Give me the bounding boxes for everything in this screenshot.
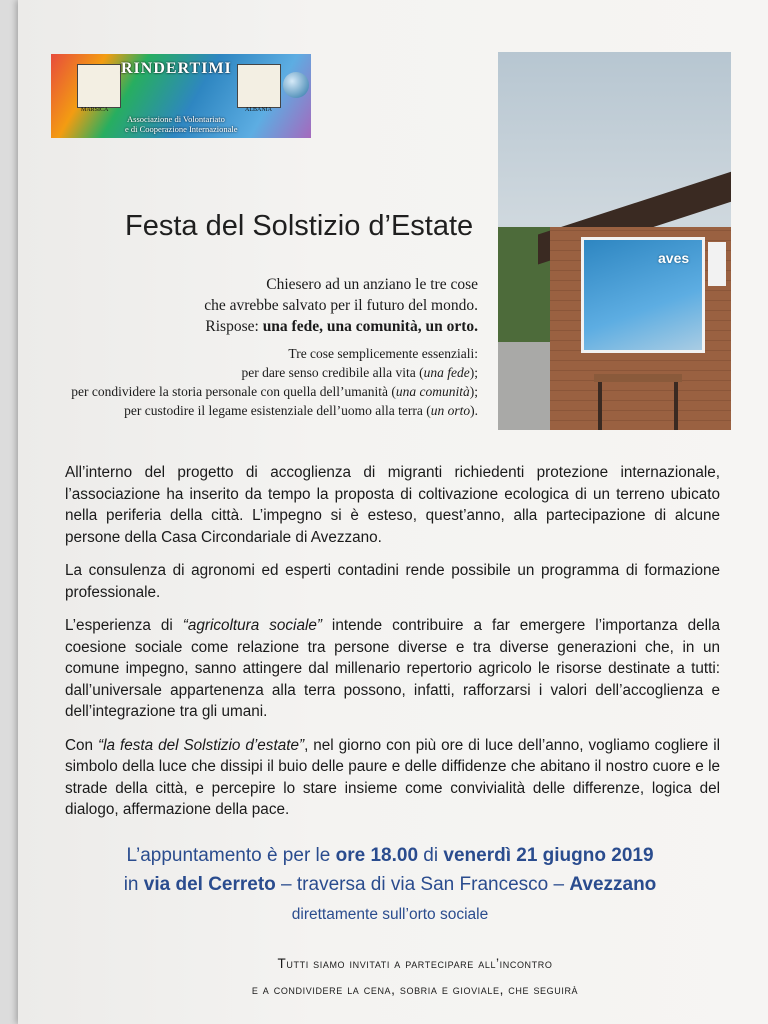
essentials-line xyxy=(38,382,478,401)
essentials-text: per custodire il legame esistenziale dell’uomo alla terra ( xyxy=(124,403,431,418)
page-title: Festa del Solstizio d’Estate xyxy=(125,210,474,242)
invite-line: e a condividere la cena, sobria e gioviale, che seguirà xyxy=(251,982,579,997)
essentials-line: Tre cose semplicemente essenziali: xyxy=(288,346,478,361)
photo-bench-leg xyxy=(674,382,678,430)
quote-block xyxy=(58,274,478,337)
paragraph xyxy=(65,735,720,821)
body-text xyxy=(65,462,720,833)
photo-sign xyxy=(708,242,726,286)
quote-line-answer: una fede, una comunità, un orto. xyxy=(262,318,478,335)
essentials-text: ). xyxy=(470,403,478,418)
paragraph-emphasis: “agricoltura sociale” xyxy=(182,617,322,634)
appointment-text: in xyxy=(123,874,144,895)
appointment-place xyxy=(40,874,740,896)
albania-eagle-icon xyxy=(237,64,281,108)
quote-line: Chiesero ad un anziano le tre cose xyxy=(266,276,478,293)
logo-subtitle-line2: e di Cooperazione Internazionale xyxy=(125,124,238,134)
essentials-text: ); xyxy=(469,384,478,399)
appointment-text: – traversa di via San Francesco – xyxy=(275,874,570,895)
paragraph-emphasis: “la festa del Solstizio d’estate” xyxy=(98,736,305,754)
paragraph-text: L’esperienza di xyxy=(65,617,183,634)
essentials-emphasis: un orto xyxy=(430,403,471,418)
garden-hut-photo xyxy=(498,52,731,430)
essentials-text: ); xyxy=(469,365,478,380)
essentials-line xyxy=(38,363,478,382)
emblem-caption-right: ALBANIA xyxy=(245,107,272,113)
essentials-text: per dare senso credibile alla vita ( xyxy=(241,365,424,380)
appointment-city: Avezzano xyxy=(569,874,657,895)
paragraph-text: Con xyxy=(65,736,99,754)
quote-line: che avrebbe salvato per il futuro del mondo. xyxy=(204,297,478,314)
essentials-line xyxy=(38,401,478,420)
photo-bench-leg xyxy=(598,382,602,430)
photo-bench xyxy=(594,374,682,382)
appointment-text: L’appuntamento è per le xyxy=(126,845,336,866)
essentials-emphasis: una fede xyxy=(423,365,470,380)
quote-line xyxy=(58,316,478,337)
appointment-time xyxy=(40,845,740,867)
globe-icon xyxy=(283,72,309,98)
appointment-date: venerdì 21 giugno 2019 xyxy=(443,845,654,866)
logo-subtitle-line1: Associazione di Volontariato xyxy=(127,114,225,124)
appointment-text: di xyxy=(418,845,444,866)
marsica-emblem-icon xyxy=(77,64,121,108)
logo-name: RINDERTIMI xyxy=(121,60,232,77)
essentials-block xyxy=(38,344,478,420)
quote-line-prefix: Rispose: xyxy=(205,318,263,335)
emblem-caption-left: MARSICA xyxy=(81,107,109,113)
appointment-street: via del Cerreto xyxy=(143,874,276,895)
essentials-text: per condividere la storia personale con quella dell’umanità ( xyxy=(71,384,396,399)
paragraph xyxy=(65,615,720,723)
essentials-emphasis: una comunità xyxy=(395,384,470,399)
appointment-location-note: direttamente sull’orto sociale xyxy=(291,906,489,923)
appointment-hour: ore 18.00 xyxy=(335,845,419,866)
paragraph-text: , nel giorno con più ore di luce dell’anno, vogliamo cogliere il simbolo della luce che dissipi il buio delle paure e delle diffidenze che abitano il nostro cuore e le strade della città, e percepire lo stare insieme come convivialità delle differenze, logica del dialogo, affermazione della pace. xyxy=(65,736,720,818)
invite-line: Tutti siamo invitati a partecipare all’incontro xyxy=(277,956,553,971)
photo-poster-text: aves xyxy=(658,250,690,266)
paragraph-text: intende contribuire a far emergere l’importanza della coesione sociale come relazione tra persone diverse e tra diverse generazioni che, in un comune impegno, sanno attingere dal millenario repertorio agricolo le risorse destinate a tutti: dall’universale appartenenza alla terra possono, infatti, rafforzarsi i valori dell’accoglienza e dell’integrazione tra gli umani. xyxy=(65,617,720,720)
paragraph: La consulenza di agronomi ed esperti contadini rende possibile un programma di formazione professionale. xyxy=(65,562,720,601)
association-logo xyxy=(51,54,311,138)
paragraph: All’interno del progetto di accoglienza di migranti richiedenti protezione internazionale, l’associazione ha inserito da tempo la proposta di coltivazione ecologica di un terreno ubicato nella periferia della città. L’impegno si è esteso, quest’anno, alla partecipazione di alcune persone della Casa Circondariale di Avezzano. xyxy=(65,464,720,546)
